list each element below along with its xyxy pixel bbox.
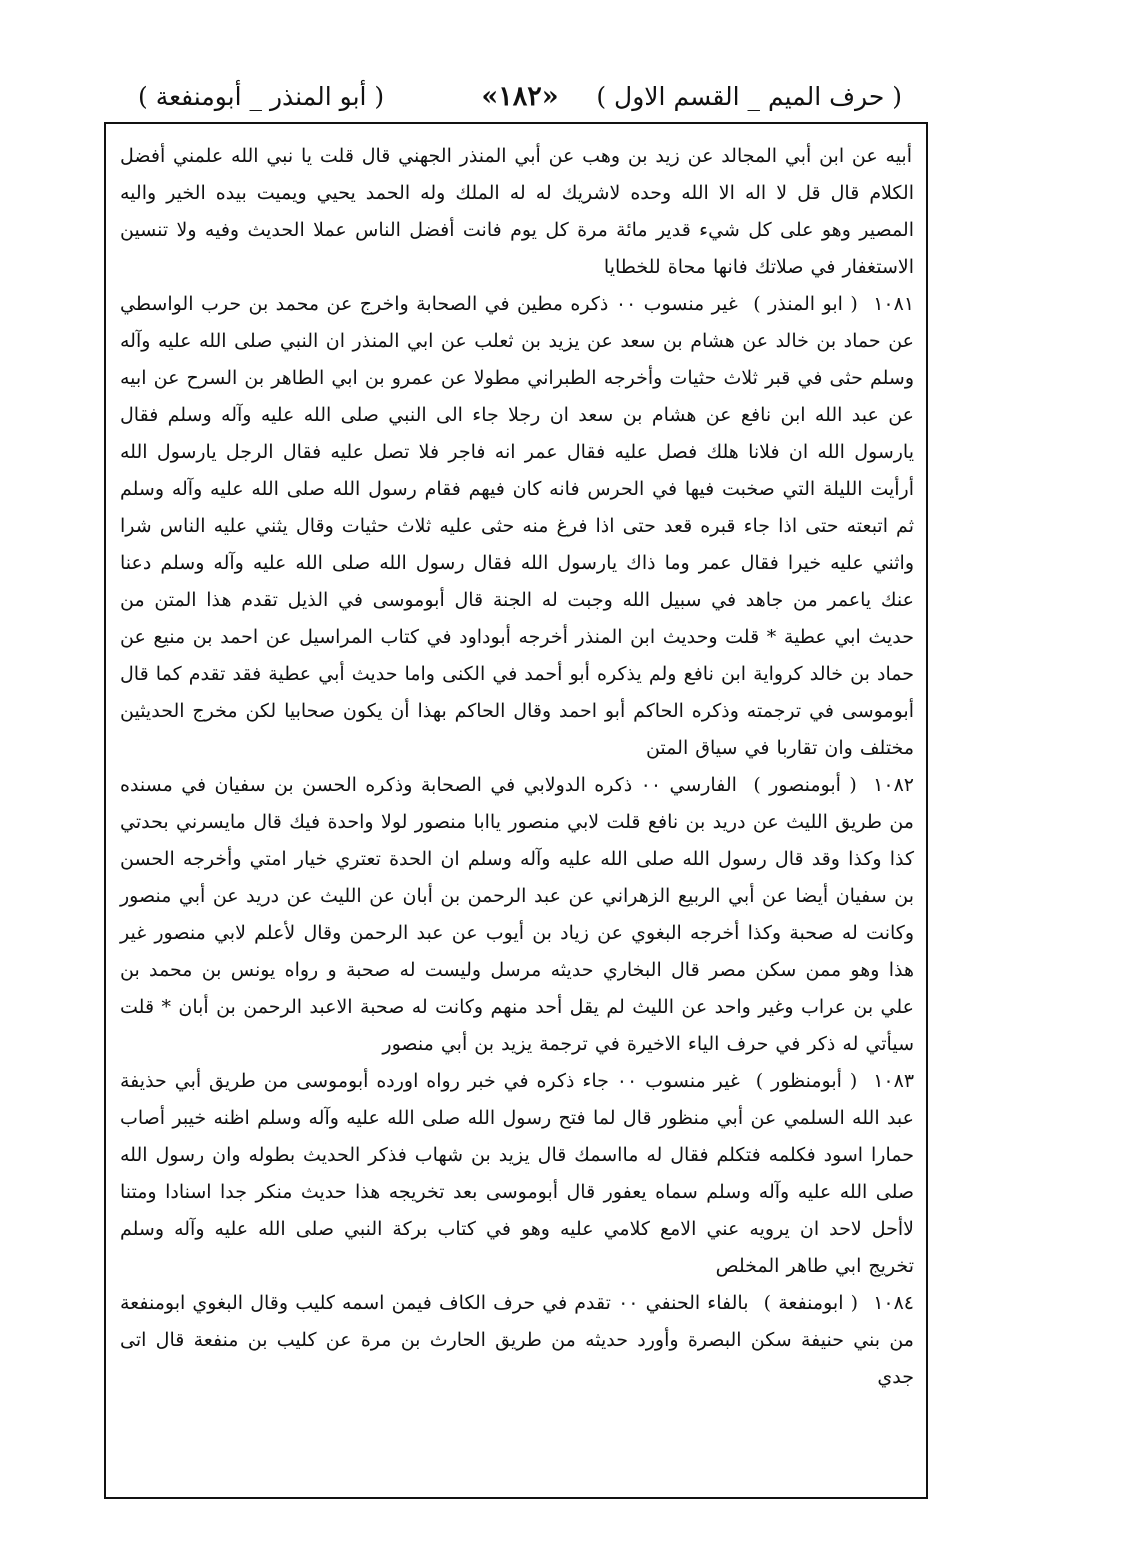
page-header — [130, 80, 910, 120]
entry-text: الفارسي ٠٠ ذكره الدولابي في الصحابة وذكره الحسن بن سفيان في مسنده من طريق الليث عن دريد بن نافع قلت لابي منصور ياابا منصور لولا واحدة فيك قال مايسرني بحدتي كذا وكذا وقد قال رسول الله صلى الله عليه وآله وسلم ان الحدة تعتري خيار امتي وأخرجه الحسن بن سفيان أيضا عن أبي الربيع الزهراني عن عبد الرحمن بن أبان عن الليث عن دريد عن أبي منصور وكانت له صحبة وكذا أخرجه البغوي عن زياد بن أيوب عن عبد الرحمن وقال لأعلم لابي منصور غير هذا وهو ممن سكن مصر قال البخاري حديثه مرسل وليست له صحبة و رواه يونس بن محمد بن علي بن عراب وغير واحد عن الليث لم يقل أحد منهم وكانت له صحبة الاعبد الرحمن بن أبان * قلت سيأتي له ذكر في حرف الياء الاخيرة في ترجمة يزيد بن أبي منصور — [120, 774, 914, 1055]
page-number: «١٨٢» — [481, 81, 559, 112]
entry-name: ( أبومنصور ) — [753, 774, 857, 796]
entry-continuation — [120, 138, 914, 286]
entry-text: غير منسوب ٠٠ ذكره مطين في الصحابة واخرج عن محمد بن حرب الواسطي عن حماد بن خالد عن هشام بن سعد عن يزيد بن ثعلب عن ابي المنذر ان النبي صلى الله عليه وآله وسلم حثى في قبر ثلاث حثيات وأخرجه الطبراني مطولا عن عمرو بن ابي الطاهر بن السرح عن ابيه عن عبد الله ابن نافع عن هشام بن سعد ان رجلا جاء الى النبي صلى الله عليه وآله وسلم فقال يارسول الله ان فلانا هلك فصل عليه فقال عمر انه فاجر فلا تصل عليه فقال الرجل يارسول الله أرأيت الليلة التي صخبت فيها في الحرس فانه كان فيهم فقام رسول الله صلى الله عليه وآله وسلم ثم اتبعته حتى اذا جاء قبره قعد حتى اذا فرغ منه حثى عليه ثلاث حثيات وقال يثني عليه الناس شرا واثني عليه خيرا فقال عمر وما ذاك يارسول الله فقال رسول الله صلى الله عليه وآله وسلم دعنا عنك ياعمر من جاهد في سبيل الله وجبت له الجنة قال أبوموسى في الذيل تقدم هذا المتن من حديث ابي عطية * قلت وحديث ابن المنذر أخرجه أبوداود في كتاب المراسيل عن احمد بن منيع عن حماد بن خالد كرواية ابن نافع ولم يذكره أبو أحمد في الكنى واما حديث أبي عطية فقد تقدم كما قال أبوموسى في ترجمته وذكره الحاكم أبو احمد وقال الحاكم بهذا أن يكون صحابيا لكن مخرج الحديثين مختلف وان تقاربا في سياق المتن — [120, 293, 914, 759]
entry-text: أبيه عن ابن أبي المجالد عن زيد بن وهب عن أبي المنذر الجهني قال قلت يا نبي الله علمني أفضل الكلام قال قل لا اله الا الله وحده لاشريك له له الملك وله الحمد يحيي ويميت بيده الخير واليه المصير وهو على كل شيء قدير مائة مرة كل يوم فانت أفضل الناس عملا الحديث وفيه ولا تنسين الاستغفار في صلاتك فانها محاة للخطايا — [120, 145, 914, 278]
entry-1083 — [120, 1063, 914, 1285]
entry-name: ( ابومنفعة ) — [763, 1292, 859, 1314]
entry-1084 — [120, 1285, 914, 1396]
entry-1082 — [120, 767, 914, 1063]
entry-number: ١٠٨٣ — [873, 1070, 915, 1092]
header-right-title: ( حرف الميم _ القسم الاول ) — [596, 82, 902, 111]
entry-number: ١٠٨١ — [873, 293, 915, 315]
entry-1081 — [120, 286, 914, 767]
entry-number: ١٠٨٢ — [873, 774, 914, 796]
main-text — [120, 138, 914, 1396]
header-left-title: ( أبو المنذر _ أبومنفعة ) — [138, 82, 385, 111]
entry-number: ١٠٨٤ — [873, 1292, 915, 1314]
entry-name: ( ابو المنذر ) — [753, 293, 858, 315]
entry-text: بالفاء الحنفي ٠٠ تقدم في حرف الكاف فيمن اسمه كليب وقال البغوي ابومنفعة من بني حنيفة سكن البصرة وأورد حديثه من طريق الحارث بن مرة عن كليب بن منفعة قال اتى جدي — [120, 1292, 914, 1388]
entry-text: غير منسوب ٠٠ جاء ذكره في خبر رواه اورده أبوموسى من طريق أبي حذيفة عبد الله السلمي عن أبي منظور قال لما فتح رسول الله صلى الله عليه وآله وسلم اظنه خيبر أصاب حمارا اسود فكلمه فتكلم فقال له مااسمك قال يزيد بن شهاب فذكر الحديث بطوله وان رسول الله صلى الله عليه وآله وسلم سماه يعفور قال أبوموسى بعد تخريجه هذا حديث منكر جدا اسنادا ومتنا لاأحل لاحد ان يرويه عني الامع كلامي عليه وهو في كتاب بركة النبي صلى الله عليه وآله وسلم تخريج ابي طاهر المخلص — [120, 1070, 914, 1277]
entry-name: ( أبومنظور ) — [755, 1070, 858, 1092]
